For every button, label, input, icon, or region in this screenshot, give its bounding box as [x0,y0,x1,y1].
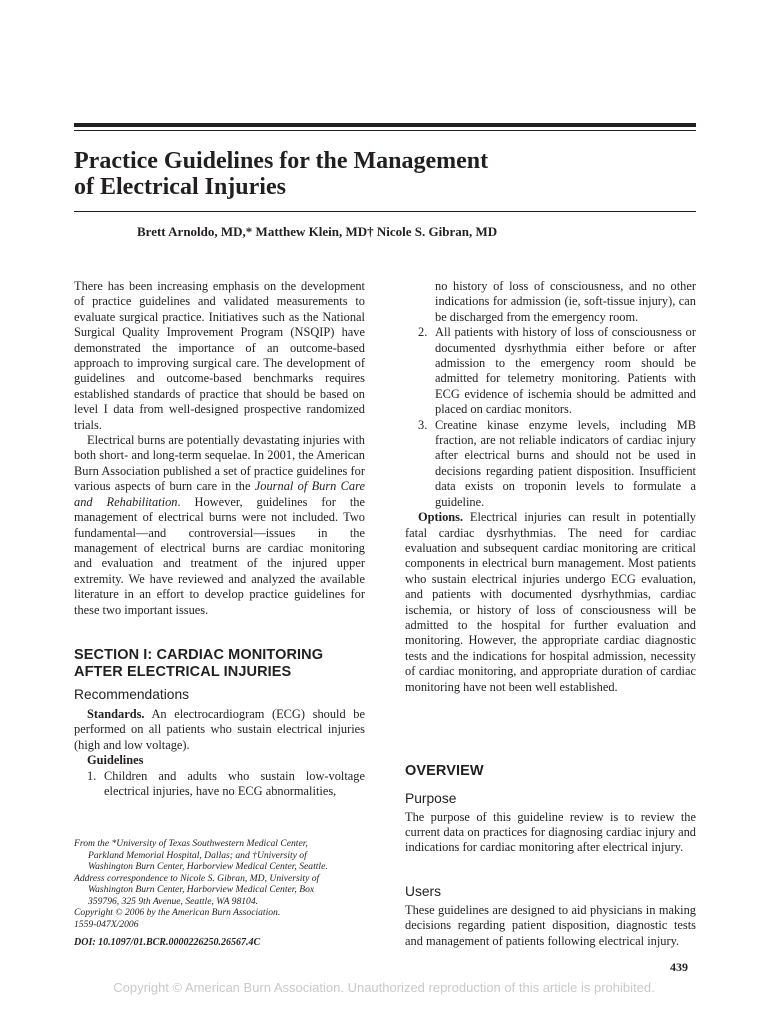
title-line-1: Practice Guidelines for the Management [74,148,489,174]
title-divider [74,211,696,212]
intro-p2-text-a: Electrical burns are potentially devastating injuries with both short- and long-term sequelae. In 2001, the American Burn Association published a set of practice guidelines for various aspects of burn care in the [74,433,365,494]
footnote-line: 1559-047X/2006 [74,918,139,930]
header-rule-thin [74,130,696,131]
options-paragraph [405,510,696,695]
guideline-item-1 [74,769,365,800]
item-number: 2. [418,325,428,340]
section1-heading-line1: SECTION I: CARDIAC MONITORING [74,647,324,663]
intro-paragraph-1: There has been increasing emphasis on the development of practice guidelines and validated measurements to evaluate surgical practice. Initiatives such as the National Surgical Quality Improvement Program (NSQIP) have demonstrated the importance of an outcome-based approach to improving surgical care. The development of guidelines and outcome-based benchmarks requires established standards of practice that should be based on level I data from well-designed prospective randomized trials. [74,279,365,432]
guidelines-heading: Guidelines [87,753,144,768]
overview-block [405,763,696,856]
author-list: Brett Arnoldo, MD,* Matthew Klein, MD† Nicole S. Gibran, MD [137,224,498,239]
footnote-line: Washington Burn Center, Harborview Medical Center, Seattle. [88,861,328,872]
article-title [74,148,694,200]
section1-heading [74,647,365,680]
overview-heading: OVERVIEW [405,763,484,779]
options-text: Electrical injuries can result in potentially fatal cardiac dysrhythmias. The need for cardiac evaluation and subsequent cardiac monitoring are critical components in electrical burn management. Most patients who sustain electrical injuries undergo ECG evaluation, and patients with documented dysrhythmias, cardiac ischemia, or history of loss of consciousness will be admitted to the hospital for further evaluation and monitoring. However, the appropriate cardiac diagnostic tests and the indications for hospital admission, necessity of cardiac monitoring, and appropriate duration of cardiac monitoring have not been well established. [405,510,696,694]
standards-label: Standards. [87,707,145,721]
guideline-item-3 [405,418,696,510]
guidelines-list-left [74,769,365,800]
guidelines-list-right [405,279,696,510]
item-text: Children and adults who sustain low-voltage electrical injuries, have no ECG abnormalities, [104,768,365,799]
item-text: Creatine kinase enzyme levels, including MB fraction, are not reliable indicators of cardiac injury after electrical burns and should not be used in decisions regarding patient disposition. Insufficient data exists on troponin levels to formulate a guideline. [435,417,696,509]
users-paragraph: These guidelines are designed to aid physicians in making decisions regarding patient disposition, diagnostic tests and management of patients following electrical injury. [405,903,696,948]
right-column [405,279,696,695]
section1-block [74,647,365,799]
page-number: 439 [670,960,688,974]
left-column [74,279,365,618]
item-number: 1. [87,768,97,783]
footnote-line: Address correspondence to Nicole S. Gibran, MD, University of [74,872,320,884]
users-block [405,884,696,949]
item-number: 3. [418,417,428,432]
standards-paragraph [74,707,365,753]
section1-heading-line2: AFTER ELECTRICAL INJURIES [74,663,292,680]
footnote-line: From the *University of Texas Southwestern Medical Center, [74,838,308,849]
footnote-line: Parkland Memorial Hospital, Dallas; and †University of [88,849,307,861]
affiliation-footnote [74,838,374,930]
footnote-line: Copyright © 2006 by the American Burn Association. [74,907,281,918]
guideline-item-2 [405,325,696,417]
footnote-line: Washington Burn Center, Harborview Medical Center, Box [88,884,315,895]
item-text: no history of loss of consciousness, and no other indications for admission (ie, soft-tissue injury), can be discharged from the emergency room. [435,279,696,324]
intro-p2-text-b: . However, guidelines for the management of electrical burns were not included. Two fundamental—and controversial—issues in the management of electrical burns are cardiac monitoring and evaluation and treatment of the injured upper extremity. We have reviewed and analyzed the available literature in an effort to develop practice guidelines for these two important issues. [74,494,365,617]
standards-text: An electrocardiogram (ECG) should be performed on all patients who sustain electrical injuries (high and low voltage). [74,707,365,752]
users-heading: Users [405,884,442,899]
title-line-2: of Electrical Injuries [74,174,286,200]
intro-paragraph-2 [74,433,365,618]
copyright-watermark: Copyright © American Burn Association. Unauthorized reproduction of this article is prohibited. [113,980,655,995]
recommendations-heading: Recommendations [74,687,190,702]
header-rule-thick [74,123,696,127]
footnote-line: 359796, 325 9th Avenue, Seattle, WA 98104. [88,895,259,907]
purpose-heading: Purpose [405,790,457,806]
journal-name: Journal of Burn Care and Rehabilitation [74,479,365,509]
doi: DOI: 10.1097/01.BCR.0000226250.26567.4C [74,937,261,948]
purpose-paragraph: The purpose of this guideline review is to review the current data on practices for diagnosing cardiac injury and indications for cardiac monitoring after electrical injury. [405,809,696,855]
guideline-item-1-continued [405,279,696,325]
item-text: All patients with history of loss of consciousness or documented dysrhythmia either before or after admission to the emergency room should be admitted for telemetry monitoring. Patients with ECG evidence of ischemia should be admitted and placed on cardiac monitors. [435,325,696,417]
options-label: Options. [418,510,464,525]
